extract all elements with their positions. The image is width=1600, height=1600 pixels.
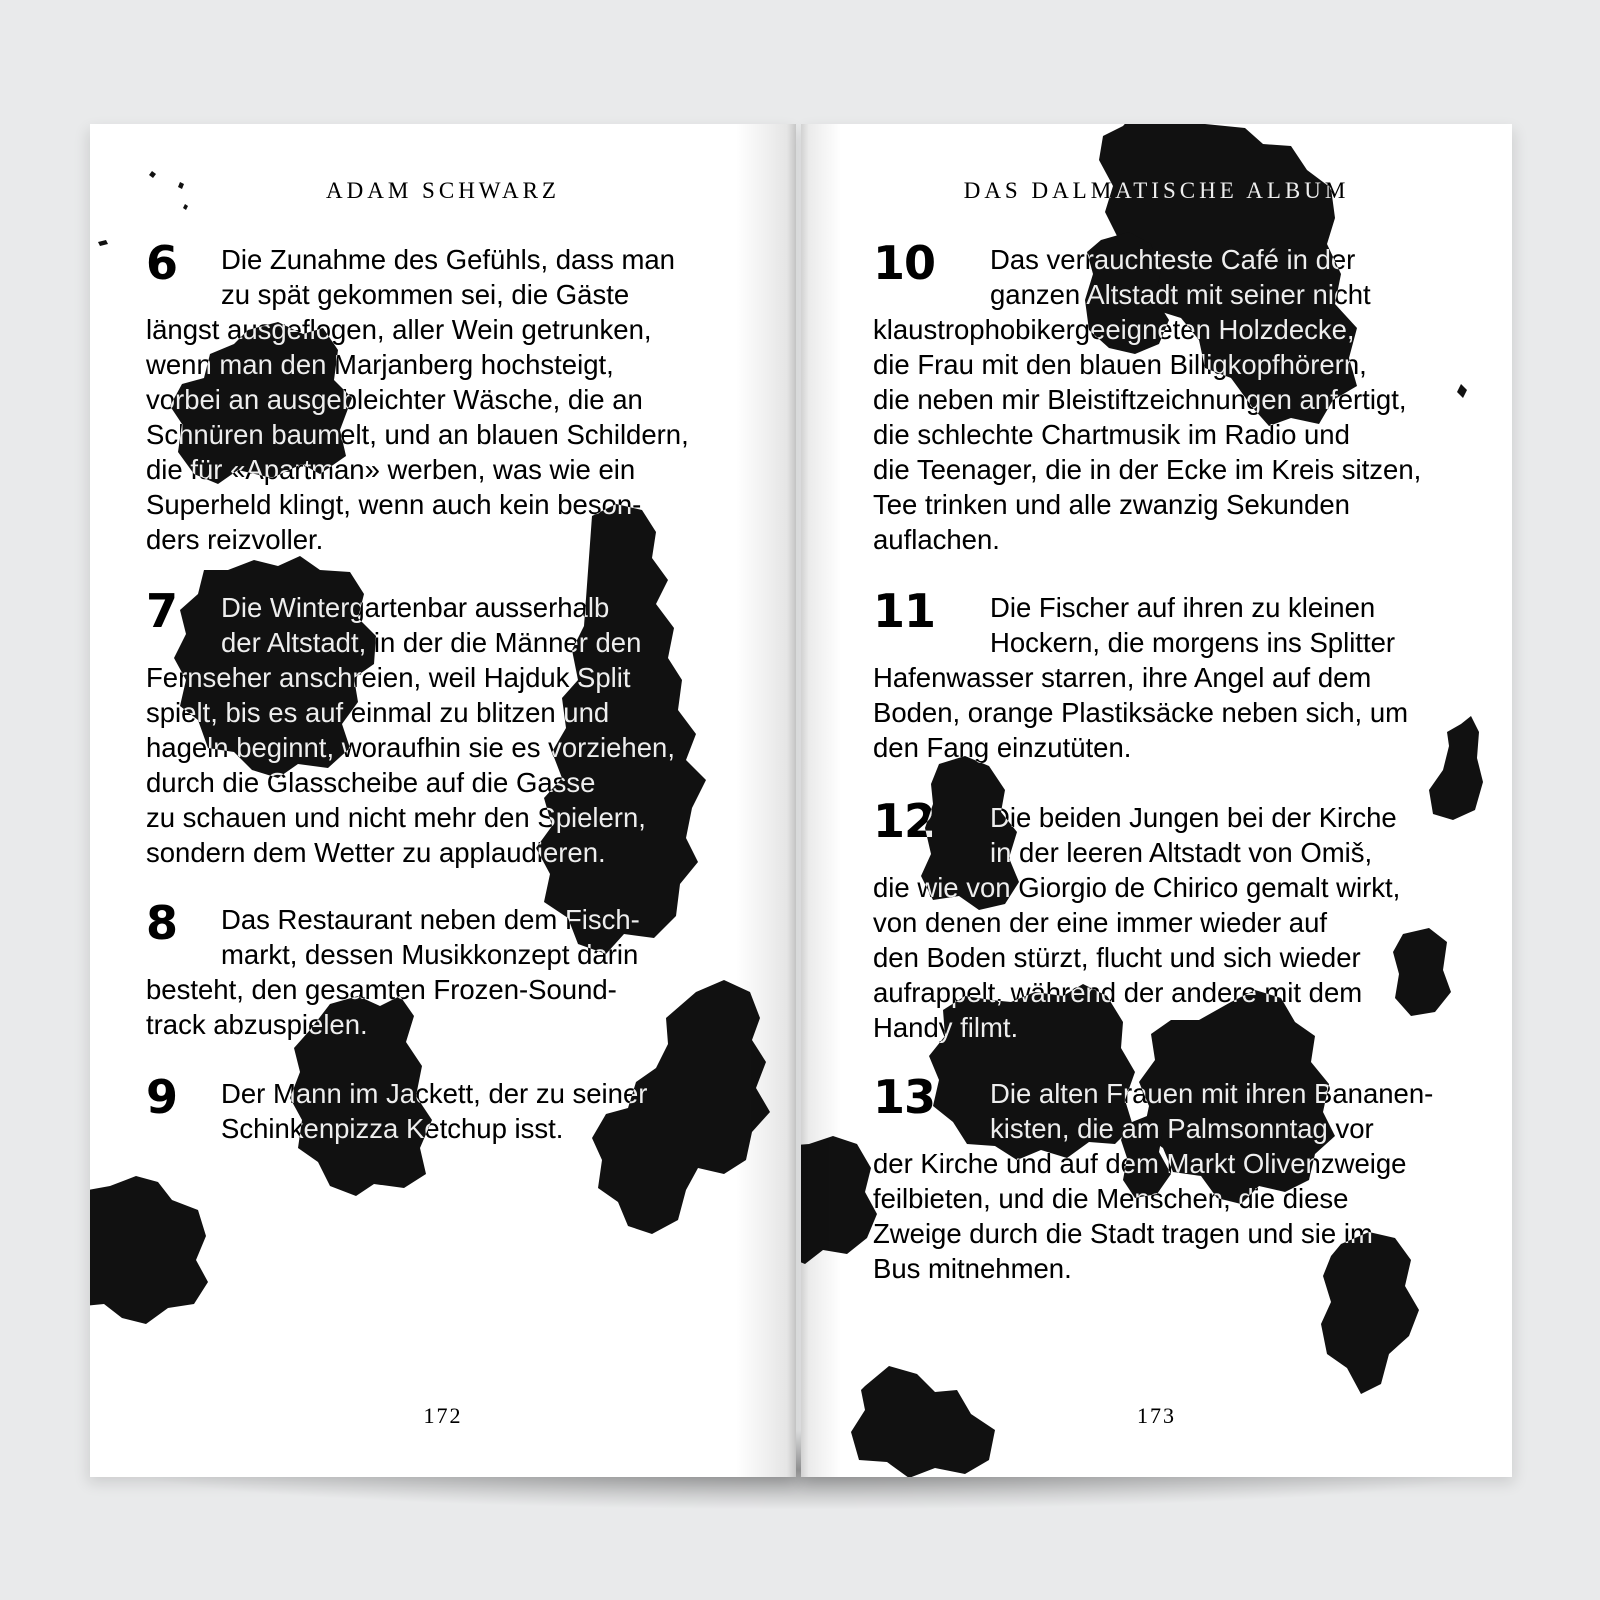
- entry-line: den Fang einzutüten.: [873, 732, 1132, 763]
- left-page: [90, 124, 796, 1477]
- entry-number: 10: [873, 236, 936, 290]
- entry-line: vorbei an ausgebleichter Wäsche, die an: [146, 384, 643, 415]
- entry-line: in der leeren Altstadt von Omiš,: [990, 837, 1373, 868]
- entry-line: längst ausgeflogen, aller Wein getrunken,: [146, 314, 652, 345]
- entry-line: die wie von Giorgio de Chirico gemalt wirkt,: [873, 872, 1401, 903]
- left-page-text: [90, 124, 796, 1477]
- entry-number: 7: [146, 584, 178, 638]
- entry-line: aufrappelt, während der andere mit dem: [873, 977, 1363, 1008]
- entry-line: kisten, die am Palmsonntag vor: [990, 1113, 1374, 1144]
- entry-line: Die Fischer auf ihren zu kleinen: [990, 592, 1376, 623]
- entry-number: 13: [873, 1070, 936, 1124]
- entry-11: [873, 584, 1483, 765]
- entry-line: die Teenager, die in der Ecke im Kreis sitzen,: [873, 454, 1422, 485]
- entry-line: durch die Glasscheibe auf die Gasse: [146, 767, 596, 798]
- entry-line: markt, dessen Musikkonzept darin: [221, 939, 639, 970]
- entry-line: ders reizvoller.: [146, 524, 324, 555]
- entry-line: feilbieten, und die Menschen, die diese: [873, 1183, 1349, 1214]
- entry-line: auflachen.: [873, 524, 1000, 555]
- entry-line: die neben mir Bleistiftzeichnungen anfertigt,: [873, 384, 1407, 415]
- entry-line: der Kirche und auf dem Markt Olivenzweige: [873, 1148, 1407, 1179]
- entry-line: Superheld klingt, wenn auch kein beson-: [146, 489, 642, 520]
- entry-line: Schnüren baumelt, und an blauen Schildern,: [146, 419, 689, 450]
- entry-number: 9: [146, 1070, 178, 1124]
- page-number-right: 173: [1137, 1403, 1176, 1428]
- entry-line: Bus mitnehmen.: [873, 1253, 1072, 1284]
- entry-number: 12: [873, 794, 936, 848]
- entry-number: 6: [146, 236, 178, 290]
- right-page-text: [801, 124, 1512, 1477]
- entry-7: [146, 584, 756, 870]
- entry-line: track abzuspielen.: [146, 1009, 368, 1040]
- entry-line: Fernseher anschreien, weil Hajduk Split: [146, 662, 631, 693]
- entry-line: Handy filmt.: [873, 1012, 1019, 1043]
- page-number-left: 172: [423, 1403, 463, 1428]
- entry-line: der Altstadt, in der die Männer den: [221, 627, 642, 658]
- entry-line: Die Wintergartenbar ausserhalb: [221, 592, 610, 623]
- entry-line: die schlechte Chartmusik im Radio und: [873, 419, 1350, 450]
- entry-line: Zweige durch die Stadt tragen und sie im: [873, 1218, 1373, 1249]
- right-page: [801, 124, 1512, 1477]
- entry-line: spielt, bis es auf einmal zu blitzen und: [146, 697, 610, 728]
- entry-line: sondern dem Wetter zu applaudieren.: [146, 837, 606, 868]
- entry-line: ganzen Altstadt mit seiner nicht: [990, 279, 1371, 310]
- entry-line: die für «Apartman» werben, was wie ein: [146, 454, 636, 485]
- running-head-title: DAS DALMATISCHE ALBUM: [963, 178, 1350, 203]
- entry-line: zu spät gekommen sei, die Gäste: [221, 279, 630, 310]
- entry-line: klaustrophobikergeeigneten Holzdecke,: [873, 314, 1355, 345]
- entry-line: zu schauen und nicht mehr den Spielern,: [146, 802, 646, 833]
- entry-9: [146, 1070, 756, 1146]
- entry-line: den Boden stürzt, flucht und sich wieder: [873, 942, 1361, 973]
- running-head-author: ADAM SCHWARZ: [326, 178, 560, 203]
- entry-10: [873, 236, 1483, 557]
- entry-line: Hockern, die morgens ins Splitter: [990, 627, 1396, 658]
- entry-6: [146, 236, 756, 557]
- entry-line: Die beiden Jungen bei der Kirche: [990, 802, 1397, 833]
- entry-line: die Frau mit den blauen Billigkopfhörern,: [873, 349, 1367, 380]
- entry-line: Der Mann im Jackett, der zu seiner: [221, 1078, 648, 1109]
- entry-line: hageln beginnt, woraufhin sie es vorziehen,: [146, 732, 675, 763]
- entry-number: 11: [873, 584, 936, 638]
- entry-line: Das verrauchteste Café in der: [990, 244, 1356, 275]
- entry-line: wenn man den Marjanberg hochsteigt,: [146, 349, 614, 380]
- entry-13: [873, 1070, 1483, 1286]
- entry-line: Das Restaurant neben dem Fisch-: [221, 904, 640, 935]
- entry-line: besteht, den gesamten Frozen-Sound-: [146, 974, 617, 1005]
- entry-line: von denen der eine immer wieder auf: [873, 907, 1328, 938]
- entry-number: 8: [146, 896, 178, 950]
- entry-12: [873, 794, 1483, 1045]
- entry-line: Hafenwasser starren, ihre Angel auf dem: [873, 662, 1372, 693]
- entry-8: [146, 896, 756, 1042]
- entry-line: Boden, orange Plastiksäcke neben sich, um: [873, 697, 1409, 728]
- entry-line: Die Zunahme des Gefühls, dass man: [221, 244, 675, 275]
- entry-line: Die alten Frauen mit ihren Bananen-: [990, 1078, 1434, 1109]
- entry-line: Tee trinken und alle zwanzig Sekunden: [873, 489, 1350, 520]
- entry-line: Schinkenpizza Ketchup isst.: [221, 1113, 564, 1144]
